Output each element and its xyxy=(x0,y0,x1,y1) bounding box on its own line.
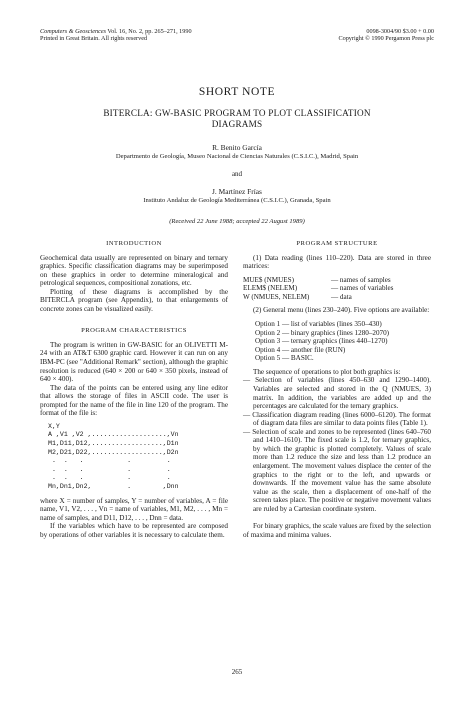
left-column xyxy=(40,240,228,539)
page-number: 265 xyxy=(231,668,243,676)
introduction-heading: INTRODUCTION xyxy=(106,240,162,247)
received-dates: (Received 22 June 1988; accepted 22 August 1989) xyxy=(169,218,305,225)
author-2: J. Martínez Frías xyxy=(212,187,262,196)
option-item: Option 5 — BASIC. xyxy=(255,354,314,363)
option-item: Option 3 — ternary graphics (lines 440–1270) xyxy=(255,337,388,346)
structure-step-1: (1) Data reading (lines 110–220). Data are stored in three matrices: xyxy=(243,253,431,271)
matrix-name: MUE$ (NMUES) xyxy=(243,275,294,284)
matrix-name: W (NMUES, NELEM) xyxy=(243,292,310,301)
option-item: Option 4 — another file (RUN) xyxy=(255,345,346,354)
variables-paragraph: If the variables which have to be represented are composed by operations of other variables it is necessary to calculate them. xyxy=(40,522,228,539)
article-title xyxy=(40,108,434,130)
sequence-bullet: — Selection of scale and zones to be represented (lines 640–760 and 1410–1610). The fixed scale is 1.2, for ternary graphics, by which the graphic is plotted completely. Values of scale more than 1.2 reduce the size and less than 1.2 produce an enlargement. The movement values displace the center of the graphics to the right or to the left, and upwards or downwards. If the movement value has the same absolute value as the scale, then a displacement of one-half of the screen takes place. The positive or negative movement values are ruled by a Cartesian coordinate system. xyxy=(243,427,431,513)
title-line-2: DIAGRAMS xyxy=(211,119,263,129)
volume-info: Vol. 16, No. 2, pp. 265–271, 1990 xyxy=(106,28,192,35)
intro-paragraph-2: Plotting of these diagrams is accomplished by the BITERCLA program (see Appendix), to that enlargements of concrete zones can be visualized easily. xyxy=(40,287,228,313)
issn-code: 0098-3004/90 $3.00 + 0.00 xyxy=(366,28,434,35)
matrix-desc: — data xyxy=(331,292,352,301)
structure-step-2: (2) General menu (lines 230–240). Five options are available: xyxy=(253,306,430,315)
characteristics-paragraph-2: The data of the points can be entered using any line editor that allows the storage of files in ASCII code. The user is prompted for the name of the file in line 120 of the program. The format of the file is: xyxy=(40,383,228,418)
affiliation-1: Departmento de Geología, Museo Nacional de Ciencias Naturales (C.S.I.C.), Madrid, Spain xyxy=(115,153,359,160)
sequence-bullet: — Classification diagram reading (lines 6000–6120). The format of diagram data files are similar to data points files (Table 1). xyxy=(243,410,431,428)
characteristics-heading: PROGRAM CHARACTERISTICS xyxy=(81,327,187,335)
sequence-intro: The sequence of operations to plot both graphics is: xyxy=(253,367,401,376)
author-1: R. Benito García xyxy=(212,143,262,152)
article-kind: SHORT NOTE xyxy=(198,86,276,98)
matrix-desc: — names of variables xyxy=(331,284,394,293)
binary-paragraph: For binary graphics, the scale values are fixed by the selection of maxima and minima values. xyxy=(243,522,431,539)
right-column xyxy=(243,240,431,539)
copyright-line: Copyright © 1990 Pergamon Press plc xyxy=(338,35,434,43)
journal-name: Computers & Geosciences xyxy=(40,28,106,35)
sequence-bullet: — Selection of variables (lines 450–630 and 1290–1400). Variables are selected and stored in the Q (NMUES, 3) matrix. In addition, the variables are added up and the percentages are calculated for the ternary graphics. xyxy=(243,376,431,411)
title-line-1: BITERCLA: GW-BASIC PROGRAM TO PLOT CLASSIFICATION xyxy=(103,108,371,118)
option-item: Option 2 — binary graphics (lines 1280–2070) xyxy=(255,328,390,337)
matrix-name: ELEM$ (NELEM) xyxy=(243,284,298,293)
structure-heading: PROGRAM STRUCTURE xyxy=(296,240,378,247)
affiliation-2: Instituto Andaluz de Geología Mediterránea (C.S.I.C.), Granada, Spain xyxy=(143,197,331,204)
option-item: Option 1 — list of variables (lines 350–430) xyxy=(255,319,382,328)
journal-header xyxy=(40,28,192,43)
file-format-block: X,Y A ,V1 ,V2 ,...................,Vn M1,D11,D12,..................,D1n M2,D21,D22,..................,D2n . . . . . . . . . . . . . . . Mn,Dn1,Dn2, . ,Dnn xyxy=(48,422,179,490)
and-separator: and xyxy=(231,170,243,178)
menu-options xyxy=(255,320,431,363)
matrices-list xyxy=(243,276,431,302)
matrix-desc: — names of samples xyxy=(331,275,391,284)
copyright-header xyxy=(338,28,434,43)
intro-paragraph-1: Geochemical data usually are represented on binary and ternary graphics. Specific classification diagrams may be superimposed on these graphics in order to determine mineralogical and petrological sequences, compositional zonations, etc. xyxy=(40,253,228,288)
printed-note: Printed in Great Britain. All rights reserved xyxy=(40,35,148,43)
where-paragraph: where X = number of samples, Y = number of variables, A = file name, V1, V2, . . . , Vn = name of variables, M1, M2, . . . , Mn = name of samples, and D11, D12, . . . , Dnn = data. xyxy=(40,496,228,522)
characteristics-paragraph-1: The program is written in GW-BASIC for an OLIVETTI M-24 with an AT&T 6300 graphic card. However it can run on any IBM-PC (see "Additional Remark" section), although the graphic resolution is reduced (640 × 200 or 640 × 350 pixels, instead of 640 × 400). xyxy=(40,340,228,384)
